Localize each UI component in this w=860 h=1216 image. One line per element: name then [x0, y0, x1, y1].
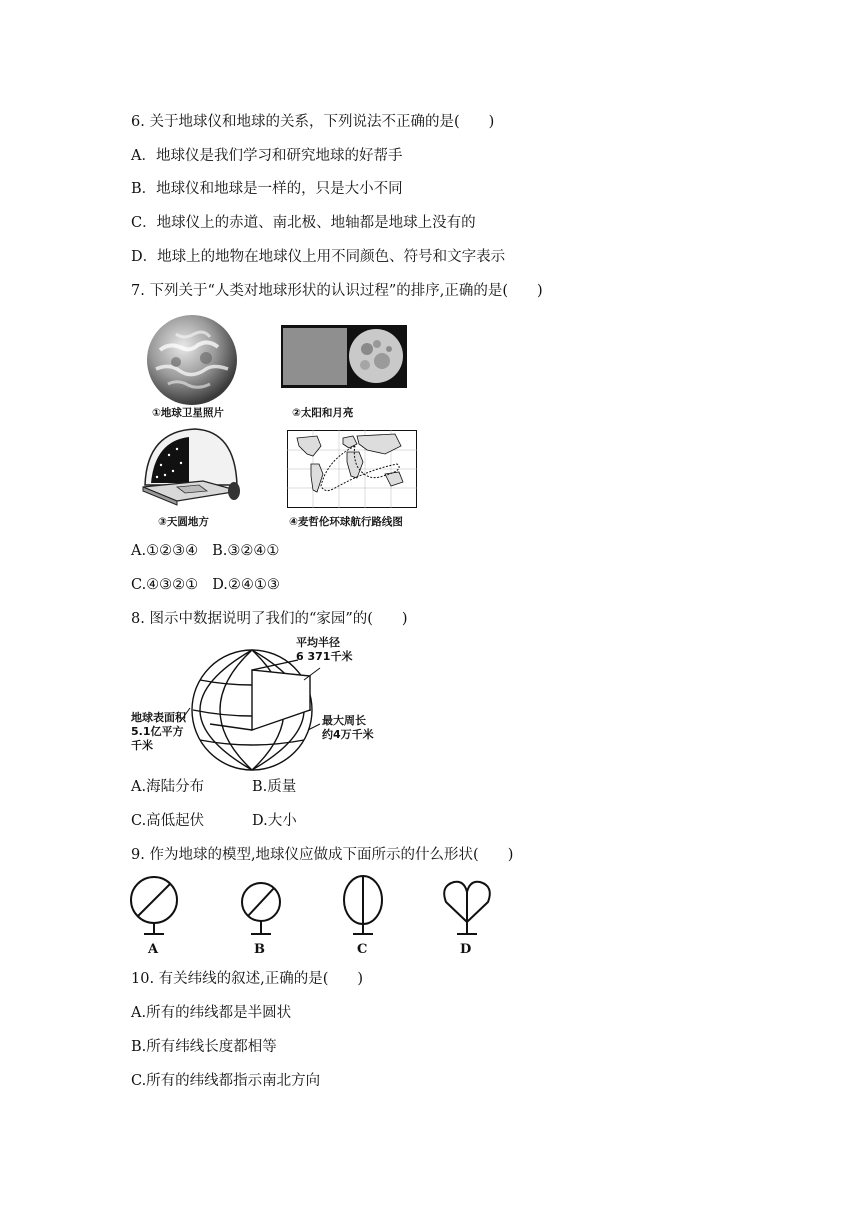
caption-earth-photo: ①地球卫星照片	[152, 407, 224, 419]
q6-option-b: B．地球仪和地球是一样的，只是大小不同	[131, 181, 403, 197]
q7-option-b: B.③②④①	[212, 543, 280, 559]
q10-option-a: A.所有的纬线都是半圆状	[131, 1005, 292, 1021]
q6-option-a: A．地球仪是我们学习和研究地球的好帮手	[131, 148, 403, 164]
q7-option-c: C.④③②①	[131, 577, 199, 593]
q8-options-row1	[131, 777, 296, 797]
q8-option-b: B.质量	[252, 779, 297, 795]
earth-satellite-photo	[146, 314, 238, 406]
q6-option-c: C．地球仪上的赤道、南北极、地轴都是地球上没有的	[131, 215, 476, 231]
q7-options-row2	[131, 575, 280, 595]
q8-option-d: D.大小	[252, 813, 297, 829]
q7-option-d: D.②④①③	[212, 577, 280, 593]
shape-label-a: A	[148, 942, 159, 957]
q9-stem: 9. 作为地球的模型,地球仪应做成下面所示的什么形状( )	[131, 847, 514, 863]
q7-stem: 7. 下列关于“人类对地球形状的认识过程”的排序,正确的是( )	[131, 283, 543, 299]
shape-label-b: B	[254, 942, 265, 957]
shape-label-c: C	[357, 942, 368, 957]
q8-option-a: A.海陆分布	[131, 779, 205, 795]
q10-option-c: C.所有的纬线都指示南北方向	[131, 1073, 321, 1089]
globe-shape-options	[128, 874, 508, 940]
caption-round-sky: ③天圆地方	[158, 516, 209, 528]
round-sky-square-earth-model	[137, 425, 243, 509]
caption-sun-moon: ②太阳和月亮	[292, 407, 354, 419]
q6-option-d: D．地球上的地物在地球仪上用不同颜色、符号和文字表示	[131, 249, 506, 265]
q10-option-b: B.所有纬线长度都相等	[131, 1039, 277, 1055]
sun-and-moon-photo	[281, 325, 407, 388]
label-surface-area: 地球表面积 5.1亿平方 千米	[131, 711, 186, 752]
q10-stem: 10. 有关纬线的叙述,正确的是( )	[131, 971, 364, 987]
q7-option-a: A.①②③④	[131, 543, 199, 559]
q8-stem: 8. 图示中数据说明了我们的“家园”的( )	[131, 611, 408, 627]
q8-options-row2	[131, 811, 297, 831]
caption-magellan: ④麦哲伦环球航行路线图	[289, 516, 403, 528]
q8-option-c: C.高低起伏	[131, 813, 205, 829]
label-circumference: 最大周长 约4万千米	[322, 714, 374, 741]
q7-options-row1	[131, 541, 279, 561]
label-radius: 平均半径 6 371千米	[296, 636, 353, 663]
q6-stem: 6. 关于地球仪和地球的关系，下列说法不正确的是( )	[131, 114, 495, 130]
magellan-route-map	[287, 430, 417, 508]
shape-label-d: D	[460, 942, 472, 957]
